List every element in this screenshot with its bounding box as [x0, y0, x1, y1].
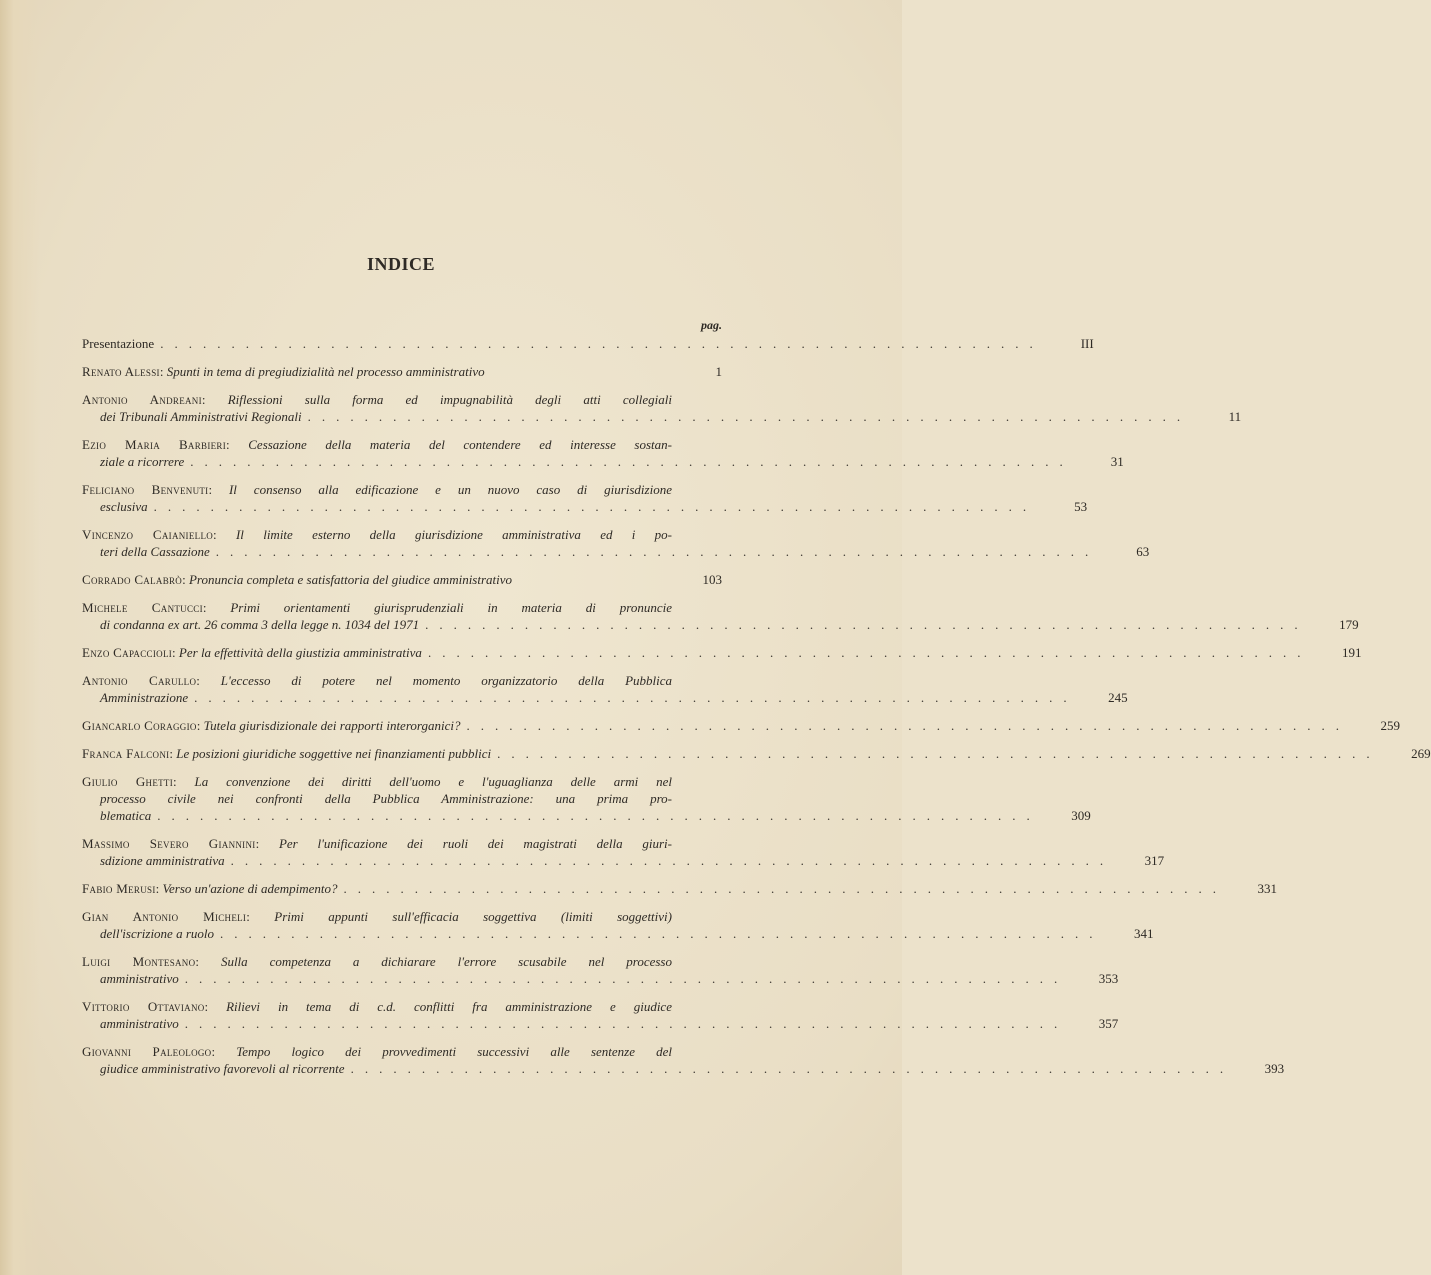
toc-entry: Antonio Carullo: L'eccesso di potere nel momento organizzatorio della Pubblica Amministrazione .............................................................. 245: [82, 673, 1128, 705]
page-column-label: pag.: [701, 318, 722, 332]
page-number: 11: [1228, 409, 1242, 424]
toc-entry: Vittorio Ottaviano: Rilievi in tema di c.d. conflitti fra amministrazione e giudice amministrativo .............................................................. 357: [82, 999, 1119, 1031]
toc-entry: Michele Cantucci: Primi orientamenti giurisprudenziali in materia di pronuncie di condanna ex art. 26 comma 3 della legge n. 1034 del 1971 .............................................................. 179: [82, 600, 1359, 632]
leader-dots: ..............................................................: [157, 808, 1041, 823]
leader-dots: ..............................................................: [343, 881, 1228, 896]
leader-dots: ..............................................................: [427, 645, 1312, 660]
page-number: 341: [1134, 926, 1154, 941]
leader-dots: ..............................................................: [184, 971, 1069, 986]
toc-entry: Massimo Severo Giannini: Per l'unificazione dei ruoli dei magistrati della giuri- sdizione amministrativa .............................................................. 317: [82, 836, 1165, 868]
leader-dots: ..............................................................: [160, 336, 1044, 351]
toc-entry: Fabio Merusi: Verso un'azione di adempimento? .............................................................. 331: [82, 881, 1278, 896]
entry-title: Tempo logico dei provvedimenti successivi alle sentenze del: [236, 1044, 672, 1059]
toc-entry: Vincenzo Caianiello: Il limite esterno della giurisdizione amministrativa ed i po- teri della Cassazione .............................................................. 63: [82, 527, 1150, 559]
toc-entry: Giulio Ghetti: La convenzione dei diritti dell'uomo e l'uguaglianza delle armi nel processo civile nei confronti della Pubblica Amministrazione: una prima pro- blematica .............................................................. 309: [82, 774, 1091, 823]
entry-title-cont: amministrativo: [100, 1016, 179, 1031]
entry-title: Il limite esterno della giurisdizione amministrativa ed i po-: [235, 527, 672, 542]
leader-dots: ..............................................................: [220, 926, 1104, 941]
entry-title: La convenzione dei diritti dell'uomo e l'uguaglianza delle armi nel: [194, 774, 672, 789]
toc-entry: Feliciano Benvenuti: Il consenso alla edificazione e un nuovo caso di giurisdizione esclusiva .............................................................. 53: [82, 482, 1088, 514]
entry-title: Cessazione della materia del contendere ed interesse sostan-: [248, 437, 672, 452]
leader-dots: ..............................................................: [497, 746, 1381, 761]
page-number: 1: [715, 364, 722, 379]
page-number: III: [1080, 336, 1094, 351]
entry-author: Feliciano Benvenuti: [82, 482, 209, 497]
entry-title-cont: amministrativo: [100, 971, 179, 986]
leader-dots: ..............................................................: [215, 544, 1100, 559]
toc-entry: Franca Falconi: Le posizioni giuridiche soggettive nei finanziamenti pubblici .............................................................. 269: [82, 746, 1431, 761]
entry-title: Per la effettività della giustizia amministrativa: [178, 645, 422, 660]
toc-entry: Antonio Andreani: Riflessioni sulla forma ed impugnabilità degli atti collegiali dei Tribunali Amministrativi Regionali .............................................................. 11: [82, 392, 1242, 424]
leader-dots: ..............................................................: [307, 409, 1192, 424]
entry-author: Franca Falconi: [82, 746, 170, 761]
page-number: 309: [1071, 808, 1091, 823]
toc-entry: Renato Alessi: Spunti in tema di pregiudizialità nel processo amministrativo 1: [82, 364, 722, 379]
toc-entry: Corrado Calabrò: Pronuncia completa e satisfattoria del giudice amministrativo 103: [82, 572, 722, 587]
entry-title-cont: processo civile nei confronti della Pubblica Amministrazione: una prima pro-: [100, 791, 672, 806]
page-number: 191: [1341, 645, 1362, 660]
page-number: 331: [1257, 881, 1278, 896]
leader-dots: ..............................................................: [190, 454, 1074, 469]
entry-title-cont: sdizione amministrativa: [100, 853, 225, 868]
toc-entry: Giovanni Paleologo: Tempo logico dei provvedimenti successivi alle sentenze del giudice amministrativo favorevoli al ricorrente .............................................................. 393: [82, 1044, 1285, 1076]
entry-author: Giovanni Paleologo: [82, 1044, 212, 1059]
toc-entry: Gian Antonio Micheli: Primi appunti sull'efficacia soggettiva (limiti soggettivi) dell'iscrizione a ruolo .............................................................. 341: [82, 909, 1154, 941]
entry-title-cont: teri della Cassazione: [100, 544, 210, 559]
toc-entry: [82, 335, 1094, 352]
entry-title-cont: dell'iscrizione a ruolo: [100, 926, 214, 941]
entry-author: Antonio Andreani: [82, 392, 202, 407]
page-number: 53: [1074, 499, 1088, 514]
entry-author: Giancarlo Coraggio: [82, 718, 197, 733]
entry-author: Vittorio Ottaviano: [82, 999, 205, 1014]
entry-title: Per l'unificazione dei ruoli dei magistrati della giuri-: [278, 836, 672, 851]
toc-entry: Giancarlo Coraggio: Tutela giurisdizionale dei rapporti interorganici? .............................................................. 259: [82, 718, 1400, 733]
entry-title: Spunti in tema di pregiudizialità nel processo amministrativo: [166, 364, 485, 379]
entry-title: Presentazione: [82, 336, 155, 351]
page-number: 103: [702, 572, 722, 587]
entry-title: Riflessioni sulla forma ed impugnabilità degli atti collegiali: [227, 392, 672, 407]
page-number: 269: [1411, 746, 1431, 761]
entry-author: Michele Cantucci: [82, 600, 203, 615]
page-number: 393: [1264, 1061, 1285, 1076]
page-number: 357: [1098, 1016, 1119, 1031]
page-number: 353: [1098, 971, 1119, 986]
leader-dots: ..............................................................: [466, 718, 1350, 733]
page-number: 179: [1339, 617, 1359, 632]
entry-author: Luigi Montesano: [82, 954, 196, 969]
entry-title-cont: dei Tribunali Amministrativi Regionali: [100, 409, 302, 424]
entry-title: Primi appunti sull'efficacia soggettiva (limiti soggettivi): [274, 909, 672, 924]
entry-title: L'eccesso di potere nel momento organizzatorio della Pubblica: [220, 673, 672, 688]
leader-dots: ..............................................................: [230, 853, 1115, 868]
entry-title: Tutela giurisdizionale dei rapporti interorganici?: [203, 718, 461, 733]
entry-author: Renato Alessi: [82, 364, 160, 379]
page-number: 259: [1380, 718, 1400, 733]
toc-entry: Luigi Montesano: Sulla competenza a dichiarare l'errore scusabile nel processo amministrativo .............................................................. 353: [82, 954, 1119, 986]
entry-author: Gian Antonio Micheli: [82, 909, 247, 924]
entry-author: Massimo Severo Giannini: [82, 836, 256, 851]
entry-title-cont: di condanna ex art. 26 comma 3 della legge n. 1034 del 1971: [100, 617, 420, 632]
leader-dots: ..............................................................: [153, 499, 1038, 514]
entry-title: Verso un'azione di adempimento?: [162, 881, 338, 896]
entry-title: Le posizioni giuridiche soggettive nei finanziamenti pubblici: [176, 746, 492, 761]
table-of-contents: [82, 335, 1431, 1088]
entry-author: Antonio Carullo: [82, 673, 197, 688]
page-title: INDICE: [366, 254, 435, 274]
page-number: 245: [1108, 690, 1128, 705]
entry-title-cont: giudice amministrativo favorevoli al ricorrente: [100, 1061, 345, 1076]
leader-dots: ..............................................................: [425, 617, 1309, 632]
entry-title: Primi orientamenti giurisprudenziali in materia di pronuncie: [230, 600, 672, 615]
entry-author: Enzo Capaccioli: [82, 645, 173, 660]
toc-entry: Enzo Capaccioli: Per la effettività della giustizia amministrativa .............................................................. 191: [82, 645, 1362, 660]
entry-author: Giulio Ghetti: [82, 774, 174, 789]
entry-title-cont: blematica: [100, 808, 152, 823]
entry-title: Pronuncia completa e satisfattoria del giudice amministrativo: [188, 572, 513, 587]
toc-entry: Ezio Maria Barbieri: Cessazione della materia del contendere ed interesse sostan- ziale a ricorrere .............................................................. 31: [82, 437, 1124, 469]
entry-title-cont: Amministrazione: [100, 690, 189, 705]
entry-author: Ezio Maria Barbieri: [82, 437, 227, 452]
entry-author: Corrado Calabrò: [82, 572, 183, 587]
entry-title: Sulla competenza a dichiarare l'errore scusabile nel processo: [220, 954, 672, 969]
entry-author: Vincenzo Caianiello: [82, 527, 214, 542]
leader-dots: ..............................................................: [350, 1061, 1235, 1076]
page-number: 31: [1110, 454, 1124, 469]
entry-title: Rilievi in tema di c.d. conflitti fra amministrazione e giudice: [226, 999, 672, 1014]
entry-title-cont: esclusiva: [100, 499, 148, 514]
entry-title-cont: ziale a ricorrere: [100, 454, 185, 469]
entry-title: Il consenso alla edificazione e un nuovo caso di giurisdizione: [228, 482, 672, 497]
page-number: 317: [1144, 853, 1165, 868]
entry-author: Fabio Merusi: [82, 881, 156, 896]
leader-dots: ..............................................................: [184, 1016, 1069, 1031]
page-number: 63: [1136, 544, 1150, 559]
leader-dots: ..............................................................: [194, 690, 1078, 705]
